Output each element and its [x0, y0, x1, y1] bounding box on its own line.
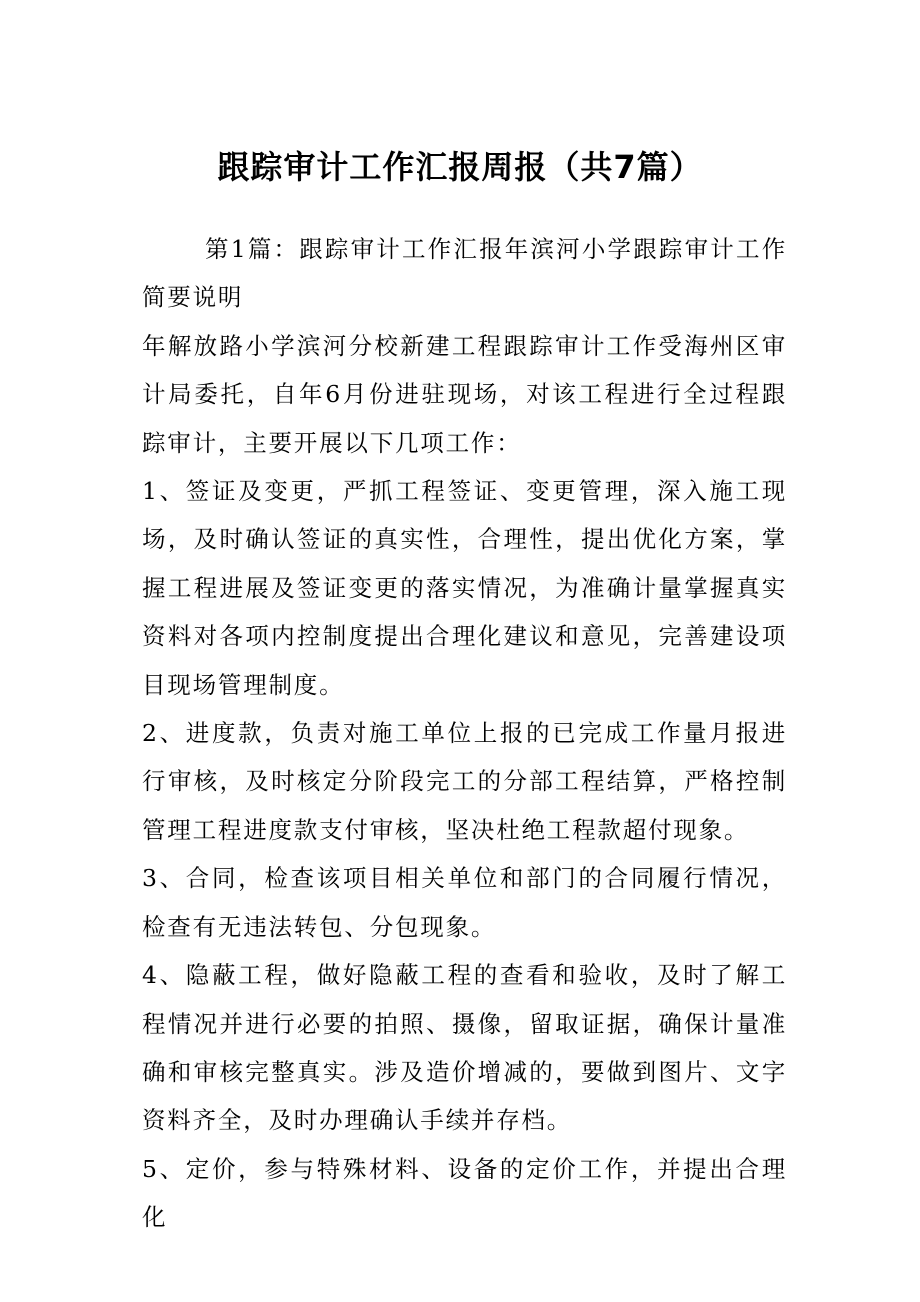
paragraph-item-5: 5、定价，参与特殊材料、设备的定价工作，并提出合理化 — [142, 1154, 787, 1232]
paragraph-item-1: 1、签证及变更，严抓工程签证、变更管理，深入施工现场，及时确认签证的真实性，合理性，提出优化方案，掌握工程进展及签证变更的落实情况，为准确计量掌握真实资料对各项内控制度提出合理化建议和意见，完善建设项目现场管理制度。 — [142, 477, 787, 699]
document-title: 跟踪审计工作汇报周报（共7篇） — [217, 148, 703, 186]
paragraph-item-2: 2、进度款，负责对施工单位上报的已完成工作量月报进行审核，及时核定分阶段完工的分部工程结算，严格控制管理工程进度款支付审核，坚决杜绝工程款超付现象。 — [142, 719, 787, 844]
document-body — [142, 225, 787, 1242]
paragraph-item-3: 3、合同，检查该项目相关单位和部门的合同履行情况，检查有无违法转包、分包现象。 — [142, 864, 787, 941]
paragraph-item-4: 4、隐蔽工程，做好隐蔽工程的查看和验收，及时了解工程情况并进行必要的拍照、摄像，留取证据，确保计量准确和审核完整真实。涉及造价增减的，要做到图片、文字资料齐全，及时办理确认手续并存档。 — [142, 961, 787, 1135]
paragraph-section-heading: 第1篇：跟踪审计工作汇报年滨河小学跟踪审计工作简要说明 — [142, 235, 787, 312]
paragraph-intro: 年解放路小学滨河分校新建工程跟踪审计工作受海州区审计局委托，自年6月份进驻现场，对该工程进行全过程跟踪审计，主要开展以下几项工作： — [142, 331, 787, 457]
